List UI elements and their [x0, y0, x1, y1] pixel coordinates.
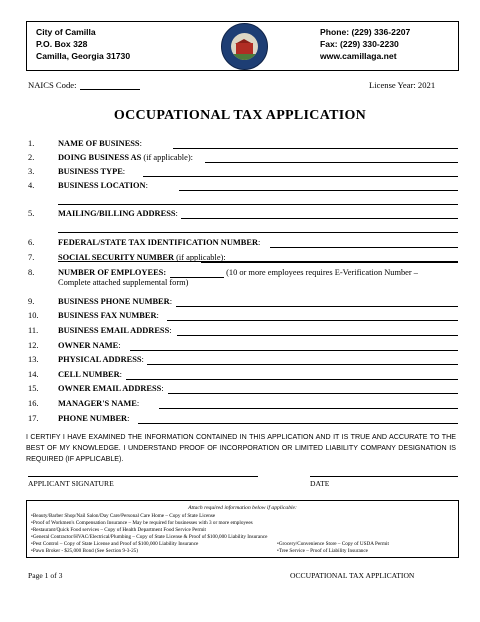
field-note: Complete attached supplemental form)	[58, 278, 189, 287]
field-input-line[interactable]	[159, 408, 458, 409]
field-label	[58, 238, 260, 247]
field-input-line[interactable]	[126, 379, 458, 380]
field-label-suffix: :	[119, 370, 122, 379]
field-number: 11.	[28, 326, 39, 335]
license-year: License Year: 2021	[369, 80, 436, 90]
field-label-suffix: (if applicable):	[174, 253, 226, 262]
field-input-line[interactable]	[130, 350, 458, 351]
field-input-line[interactable]	[168, 393, 458, 394]
field-input-line-extra[interactable]	[58, 204, 458, 205]
field-label-suffix: (10 or more employees requires E-Verification Number –	[226, 268, 418, 277]
requirement-item: •Proof of Workmen's Compensation Insurance – May be required for businesses with 3 or more employees	[31, 520, 253, 526]
field-number: 4.	[28, 181, 35, 190]
field-label-suffix: :	[145, 181, 148, 190]
city-contact	[320, 26, 410, 63]
requirements-box	[26, 500, 459, 558]
field-label-text: OWNER NAME	[58, 341, 119, 350]
field-number: 13.	[28, 355, 39, 364]
page-number: Page 1 of 3	[28, 571, 63, 580]
field-label-text: DOING BUSINESS AS	[58, 153, 142, 162]
fax-number: Fax: (229) 330-2230	[320, 39, 399, 50]
requirement-item: •Pest Control – Copy of State License and Proof of $100,000 Liability Insurance	[31, 541, 199, 547]
field-label-suffix: :	[161, 384, 164, 393]
field-input-line[interactable]	[173, 148, 458, 149]
field-number: 5.	[28, 209, 35, 218]
field-label-text: BUSINESS TYPE	[58, 167, 123, 176]
field-input-line[interactable]	[147, 364, 458, 365]
field-label-suffix: (if applicable):	[141, 153, 193, 162]
field-number: 10.	[28, 311, 39, 320]
field-label-text: BUSINESS EMAIL ADDRESS	[58, 326, 170, 335]
field-input-line[interactable]	[177, 335, 458, 336]
field-label-suffix: :	[139, 139, 142, 148]
requirement-item: •Grocery/Convenience Store – Copy of USDA Permit	[277, 541, 389, 547]
field-label-text: BUSINESS PHONE NUMBER	[58, 297, 170, 306]
field-label	[58, 253, 226, 262]
field-label	[58, 414, 129, 423]
po-box: P.O. Box 328	[36, 39, 88, 50]
city-seal-logo	[221, 23, 268, 70]
field-number: 2.	[28, 153, 35, 162]
field-label-suffix: :	[141, 355, 144, 364]
field-input-line[interactable]	[143, 176, 458, 177]
field-label-text: MAILING/BILLING ADDRESS	[58, 209, 176, 218]
field-label	[58, 268, 418, 277]
field-number: 15.	[28, 384, 39, 393]
field-input-line[interactable]	[270, 247, 458, 248]
field-input-line[interactable]	[181, 218, 458, 219]
field-label	[58, 341, 121, 350]
requirement-item: •Beauty/Barber Shop/Nail Salon/Day Care/Personal Care Home – Copy of State License	[31, 513, 216, 519]
field-label-text: BUSINESS FAX NUMBER	[58, 311, 157, 320]
field-label-text: BUSINESS LOCATION	[58, 181, 146, 190]
city-address	[36, 26, 130, 63]
field-label-suffix: :	[156, 311, 159, 320]
requirement-item: •Restaurant/Quick Food services – Copy of Health Department Food Service Permit	[31, 527, 206, 533]
field-label	[58, 181, 148, 190]
field-label-text: NUMBER OF EMPLOYEES:	[58, 268, 167, 277]
naics-code-field[interactable]	[80, 89, 140, 90]
requirement-item: •Tree Service – Proof of Liability Insurance	[277, 548, 368, 554]
field-label-text: CELL NUMBER	[58, 370, 120, 379]
field-label	[58, 370, 122, 379]
field-number: 12.	[28, 341, 39, 350]
field-label	[58, 139, 142, 148]
field-label-suffix: :	[169, 326, 172, 335]
field-label	[58, 384, 164, 393]
signature-field[interactable]	[28, 476, 258, 477]
field-label	[58, 297, 172, 306]
field-label	[58, 153, 193, 162]
letterhead	[26, 21, 459, 71]
field-label-suffix: :	[136, 399, 140, 408]
field-label-suffix: :	[122, 167, 126, 176]
field-label-text: PHYSICAL ADDRESS	[58, 355, 142, 364]
field-input-line[interactable]	[176, 306, 458, 307]
field-number: 7.	[28, 253, 35, 262]
field-label-text: FEDERAL/STATE TAX IDENTIFICATION NUMBER	[58, 238, 259, 247]
field-input-line[interactable]	[205, 162, 458, 163]
field-label-suffix: :	[169, 297, 173, 306]
field-number: 14.	[28, 370, 39, 379]
certification-text: I CERTIFY I HAVE EXAMINED THE INFORMATION CONTAINED IN THIS APPLICATION AND IT IS TRUE AND ACCURATE TO THE BEST OF MY KNOWLEDGE. I UNDERSTAND PROOF OF INCORPORATION OR LIMITED LIABILITY COMPANY DESIGNATION IS REQUIRED (IF APPLICABLE).	[26, 433, 456, 463]
field-number: 3.	[28, 167, 35, 176]
form-title: OCCUPATIONAL TAX APPLICATION	[113, 108, 367, 123]
naics-label: NAICS Code:	[28, 80, 77, 90]
field-input-line[interactable]	[179, 190, 458, 191]
field-number: 8.	[28, 268, 35, 277]
city-state-zip: Camilla, Georgia 31730	[36, 51, 131, 62]
field-input-line[interactable]	[138, 423, 458, 424]
date-field[interactable]	[310, 476, 458, 477]
phone-number: Phone: (229) 336-2207	[320, 27, 411, 37]
field-label	[58, 326, 172, 335]
date-label: DATE	[310, 479, 330, 488]
field-number: 17.	[28, 414, 39, 423]
field-label	[58, 399, 139, 408]
field-label	[58, 311, 159, 320]
requirements-title: Attach required information below if applicable:	[188, 505, 297, 511]
field-label	[58, 209, 178, 218]
field-number: 1.	[28, 139, 35, 148]
field-label-suffix: :	[258, 238, 261, 247]
field-input-line[interactable]	[201, 262, 458, 263]
field-label-text: OWNER EMAIL ADDRESS	[58, 384, 162, 393]
field-label-text: PHONE NUMBER	[58, 414, 128, 423]
footer-title: OCCUPATIONAL TAX APPLICATION	[290, 571, 415, 580]
requirement-item: •General Contractor/HVAC/Electrical/Plumbing – Copy of State License & Proof of $100,000 Liability Insurance	[31, 534, 268, 540]
field-number: 9.	[28, 297, 35, 306]
field-label	[58, 167, 125, 176]
requirement-item: •Pawn Broker - $25,000 Bond (See Section 9-3-25)	[31, 548, 138, 554]
field-label	[58, 355, 144, 364]
field-label-text: SOCIAL SECURITY NUMBER	[58, 253, 175, 262]
field-input-line[interactable]	[167, 320, 458, 321]
website: www.camillaga.net	[320, 51, 397, 62]
field-label-suffix: :	[127, 414, 130, 423]
field-input-line-extra[interactable]	[58, 232, 458, 233]
field-label-text: NAME OF BUSINESS	[58, 139, 140, 148]
city-name: City of Camilla	[36, 27, 96, 37]
field-label-suffix: :	[175, 209, 178, 218]
field-label-text: MANAGER'S NAME	[58, 399, 137, 408]
field-number: 16.	[28, 399, 39, 408]
field-label-suffix: :	[118, 341, 121, 350]
field-number: 6.	[28, 238, 35, 247]
signature-label: APPLICANT SIGNATURE	[28, 479, 114, 488]
